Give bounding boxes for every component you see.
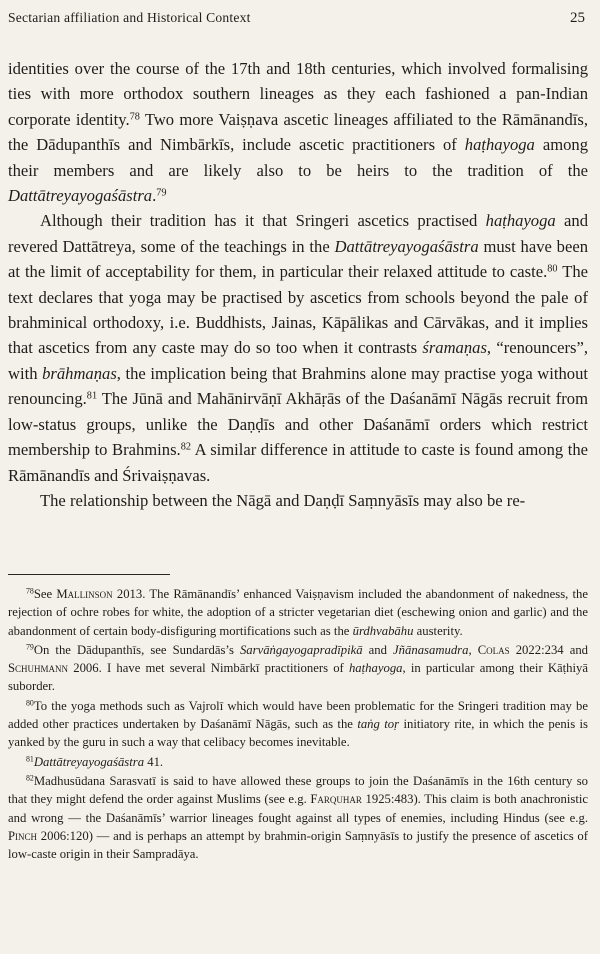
italic-term: taṅg toṛ (357, 717, 400, 732)
italic-title: Dattātreyayogaśāstra (33, 754, 145, 769)
main-text (8, 56, 588, 513)
citation: Farquhar 1925 (310, 792, 391, 807)
footnote-81 (8, 753, 588, 771)
footnote-number: 79 (26, 642, 34, 652)
paragraph-2 (8, 208, 588, 487)
text-run: . (152, 186, 157, 206)
text-run: austerity. (413, 623, 463, 638)
citation: Colas 2022 (477, 642, 542, 657)
text-run: 41. (144, 754, 164, 769)
footnote-ref-80[interactable]: 80 (547, 263, 558, 275)
text-run: Although their tradition has it that Sringeri ascetics practised (40, 211, 486, 231)
text-run: A similar difference in attitude to caste is found among the Rāmānandīs and Śrivaiṣṇavas. (8, 440, 588, 485)
text-run: . I have met several Nimbārkī practitioners of (98, 661, 349, 676)
italic-term: haṭhayoga (464, 135, 535, 155)
page-number: 25 (570, 10, 585, 26)
text-run: Two more Vaiṣṇava ascetic lineages affiliated to the Rāmānandīs, the Dādupanthīs and Nimbārkīs, include ascetic practitioners of (8, 109, 588, 155)
footnotes (8, 585, 588, 864)
footnote-ref-81[interactable]: 81 (86, 390, 98, 402)
footnote-ref-82[interactable]: 82 (180, 441, 191, 453)
text-run: must have been at the limit of acceptability for them, in particular their relaxed attitude to caste. (8, 236, 589, 282)
footnote-number: 81 (26, 754, 34, 764)
italic-term: śramaṇas (422, 338, 487, 358)
footnote-number: 80 (26, 698, 34, 708)
footnote-78 (8, 585, 588, 640)
footnote-79 (8, 641, 588, 696)
text-run: See (33, 587, 57, 601)
text-run: , in particular among their Kāṭhiyā suborder. (8, 661, 589, 694)
running-header (8, 10, 585, 27)
text-run: To the yoga methods such as Vajrolī which would have been problematic for the Sringeri tradition may be added other practices undertaken by Daśanāmī Nāgās, such as the (8, 698, 588, 732)
text-run: :120) — and is perhaps an attempt by brahmin-origin Saṃnyāsīs to justify the presence of ascetics of low-caste origin in their Sampradāya. (8, 828, 588, 862)
footnote-ref-78[interactable]: 78 (129, 111, 140, 123)
text-run: . The Rāmānandīs’ enhanced Vaiṣṇavism included the abandonment of nakedness, the rejection of ochre robes for white, the adoption of a stricter vegetarian diet (eschewing onion and garlic) and the abandonment of certain body-disfiguring mortifications such as the (8, 587, 589, 638)
text-run: The Jūnā and Mahānirvāṇī Akhāṛās of the Daśanāmī Nāgās recruit from low-status groups, unlike the Daṇḍīs and other Daśanāmī orders which restrict membership to Brahmins. (8, 389, 588, 460)
italic-term: ūrdhvabāhu (352, 623, 414, 638)
text-run: identities over the course of the 17th and 18th centuries, which involved formalising ties with more orthodox southern lineages as they each fashioned a pan-Indian corporate identity. (8, 59, 588, 129)
italic-title: Dattātreyayogaśāstra (8, 186, 153, 206)
citation: Schuhmann 2006 (8, 661, 99, 676)
paragraph-1 (8, 56, 588, 208)
text-run: The relationship between the Nāgā and Daṇḍī Saṃnyāsīs may also be re- (40, 490, 526, 510)
italic-title: Jñānasamudra (393, 642, 469, 657)
italic-term: haṭhayoga (348, 661, 403, 676)
text-run: , the implication being that Brahmins alone may practise yoga without renouncing. (8, 363, 588, 409)
text-run: , (468, 642, 478, 657)
footnote-divider (8, 574, 170, 575)
text-run: among their members and are likely also to be heirs to the tradition of the (8, 135, 588, 180)
text-run: , “renouncers”, with (8, 338, 588, 383)
italic-term: brāhmaṇas (42, 363, 117, 383)
text-run: :483). This claim is both anachronistic and wrong — the Daśanāmīs’ warrior lineages fought against all types of enemies, including Hindus (see e.g. (8, 792, 588, 825)
footnote-number: 82 (26, 773, 34, 783)
text-run: :234 and (541, 642, 589, 657)
text-run: The text declares that yoga may be practised by ascetics from schools beyond the pale of brahminical orthodoxy, i.e. Buddhists, Jainas, Kāpālikas and Cārvākas, and it implies that ascetics from any caste may do so too when it contrasts (8, 262, 588, 358)
text-run: and revered Dattātreya, some of the teachings in the (8, 211, 589, 256)
italic-title: Sarvāṅgayogapradīpikā (239, 642, 363, 657)
citation: Mallinson 2013 (56, 587, 143, 601)
text-run: On the Dādupanthīs, see Sundardās’s (33, 642, 240, 657)
text-run: initiatory rite, in which the penis is yanked by the guru in such a way that celibacy becomes inevitable. (8, 717, 588, 750)
footnote-82 (8, 772, 588, 863)
running-title: Sectarian affiliation and Historical Context (8, 10, 251, 25)
footnote-ref-79[interactable]: 79 (156, 187, 167, 199)
footnote-80 (8, 697, 588, 752)
italic-term: haṭhayoga (485, 211, 556, 231)
paragraph-3 (8, 488, 588, 513)
footnote-number: 78 (26, 586, 34, 596)
text-run: and (362, 642, 394, 657)
italic-title: Dattātreyayogaśāstra (334, 236, 479, 256)
citation: Pinch 2006 (8, 828, 67, 843)
text-run: Madhusūdana Sarasvatī is said to have allowed these groups to join the Daśanāmīs in the 16th century so that they might defend the order against Muslims (see e.g. (8, 773, 588, 807)
